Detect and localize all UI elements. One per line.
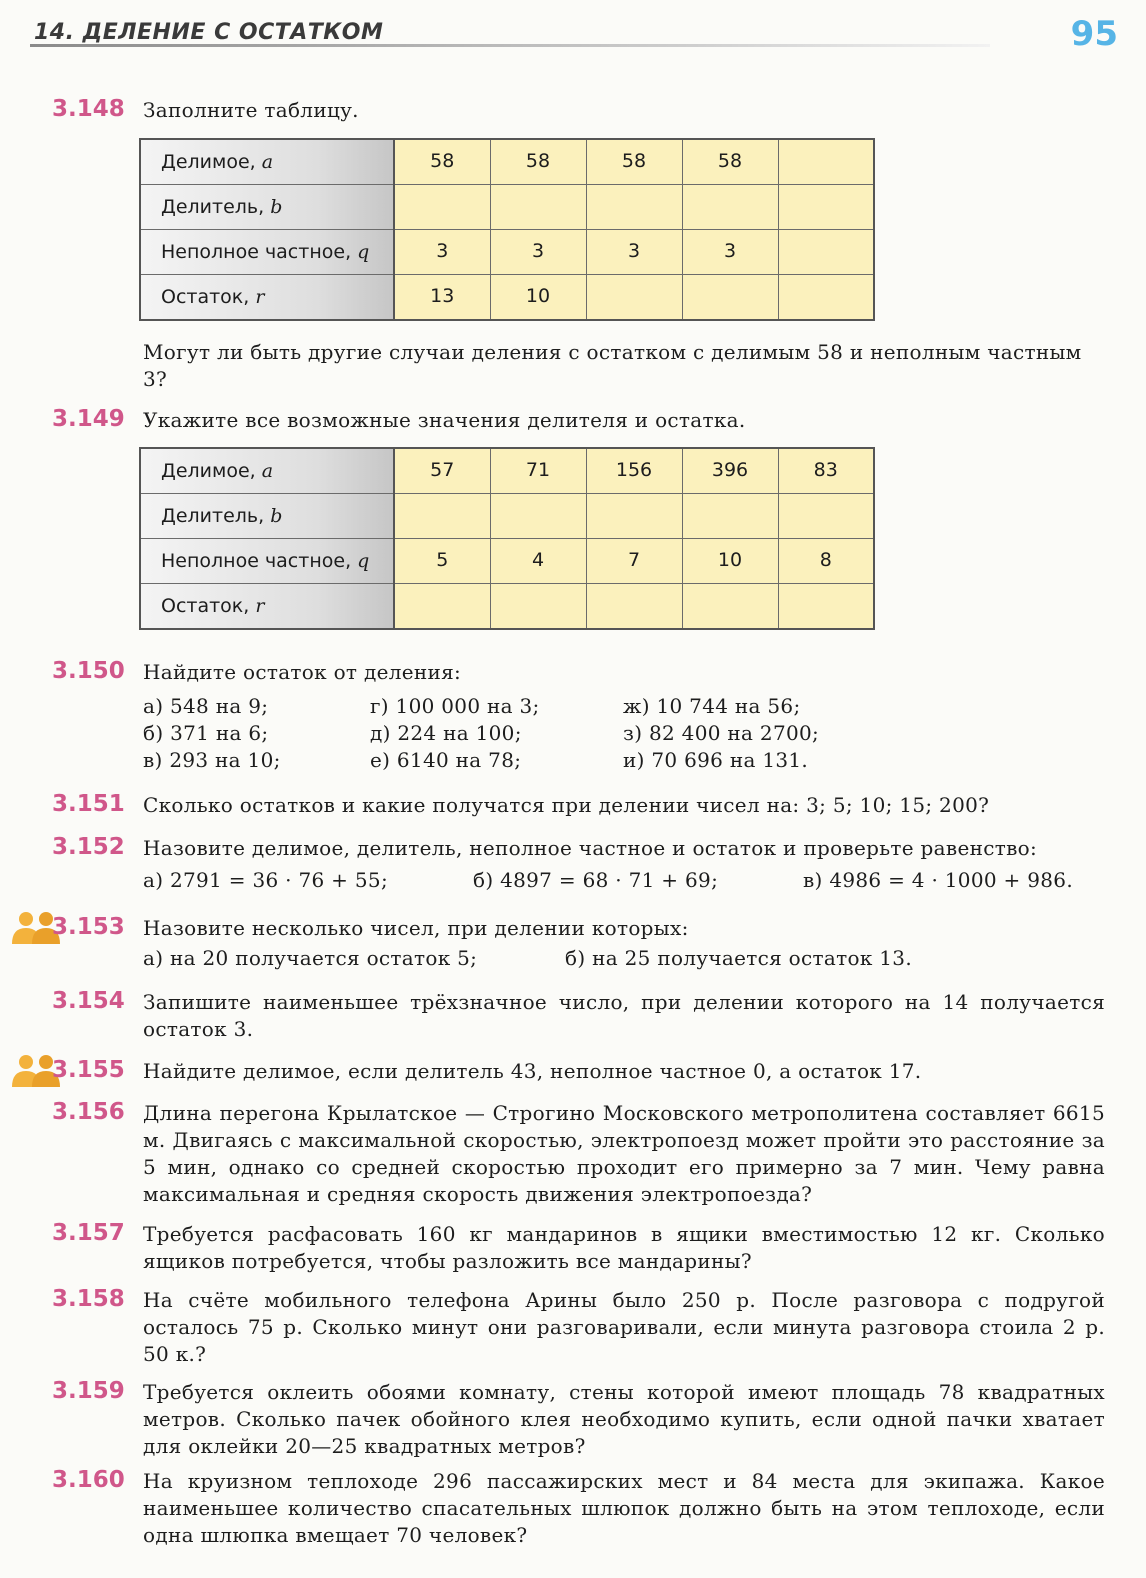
problem-text: Сколько остатков и какие получатся при делении чисел на: 3; 5; 10; 15; 200?: [143, 793, 990, 817]
table-row: [140, 230, 874, 275]
page-header: [30, 14, 1120, 58]
row-label: Неполное частное, q: [140, 230, 394, 275]
table-cell: 396: [682, 448, 778, 494]
list-item: е) 6140 на 78;: [370, 748, 522, 772]
problem-text: Заполните таблицу.: [143, 98, 359, 122]
list-item: ж) 10 744 на 56;: [623, 694, 801, 718]
row-label: Делимое, a: [140, 448, 394, 494]
table-row: [140, 584, 874, 630]
table-cell: [778, 584, 874, 630]
problem-text: Найдите остаток от деления:: [143, 660, 462, 684]
table-3-148: [139, 138, 875, 321]
row-label: Делитель, b: [140, 494, 394, 539]
problem-number: 3.154: [52, 988, 125, 1014]
problem-text: Укажите все возможные значения делителя и остатка.: [143, 408, 746, 432]
section-title: 14. ДЕЛЕНИЕ С ОСТАТКОМ: [34, 20, 384, 45]
table-row: [140, 139, 874, 185]
table-row: [140, 539, 874, 584]
problem-number: 3.152: [52, 834, 125, 860]
table-cell: 58: [682, 139, 778, 185]
table-cell: 71: [490, 448, 586, 494]
problem-text: Требуется расфасовать 160 кг мандаринов в ящики вместимостью 12 кг. Сколько ящиков потребуется, чтобы разложить все мандарины?: [143, 1222, 1105, 1273]
table-cell: [682, 185, 778, 230]
row-label: Делитель, b: [140, 185, 394, 230]
table-cell: [394, 584, 490, 630]
table-cell: [490, 584, 586, 630]
row-label: Делимое, a: [140, 139, 394, 185]
list-item: в) 4986 = 4 · 1000 + 986.: [803, 868, 1073, 892]
table-cell: [778, 139, 874, 185]
list-item: б) на 25 получается остаток 13.: [565, 946, 912, 970]
table-cell: 3: [490, 230, 586, 275]
table-cell: 10: [490, 275, 586, 321]
list-item: д) 224 на 100;: [370, 721, 522, 745]
problem-number: 3.149: [52, 406, 125, 432]
row-label: Неполное частное, q: [140, 539, 394, 584]
table-cell: [586, 494, 682, 539]
list-item: в) 293 на 10;: [143, 748, 281, 772]
table-row: [140, 494, 874, 539]
table-cell: [778, 185, 874, 230]
list-item: з) 82 400 на 2700;: [623, 721, 820, 745]
table-cell: 58: [586, 139, 682, 185]
table-cell: [394, 494, 490, 539]
table-cell: 3: [394, 230, 490, 275]
table-row: [140, 275, 874, 321]
table-cell: [586, 275, 682, 321]
problem-text: Требуется оклеить обоями комнату, стены которой имеют площадь 78 квадратных метров. Сколько пачек обойного клея необходимо купить, если одной пачки хватает для оклейки 20—25 квадратных метров?: [143, 1380, 1105, 1458]
problem-text: Назовите несколько чисел, при делении которых:: [143, 916, 689, 940]
table-cell: 8: [778, 539, 874, 584]
table-cell: [682, 275, 778, 321]
problem-text: Длина перегона Крылатское — Строгино Московского метрополитена составляет 6615 м. Двигаясь с максимальной скоростью, электропоезд может пройти это расстояние за 5 мин, однако со средней скоростью проходит его примерно за 7 мин. Чему равна максимальная и средняя скорость движения электропоезда?: [143, 1101, 1105, 1206]
list-item: б) 4897 = 68 · 71 + 69;: [473, 868, 719, 892]
table-cell: [490, 494, 586, 539]
problem-number: 3.150: [52, 658, 125, 684]
table-cell: 58: [394, 139, 490, 185]
table-cell: [778, 230, 874, 275]
problem-text: На круизном теплоходе 296 пассажирских мест и 84 места для экипажа. Какое наименьшее количество спасательных шлюпок должно быть на этом теплоходе, если одна шлюпка вмещает 70 человек?: [143, 1469, 1105, 1547]
items-column: [370, 693, 540, 774]
table-cell: [586, 185, 682, 230]
table-cell: 7: [586, 539, 682, 584]
table-cell: [682, 494, 778, 539]
table-cell: 3: [586, 230, 682, 275]
problem-number: 3.155: [52, 1057, 125, 1083]
table-row: [140, 185, 874, 230]
table-cell: 4: [490, 539, 586, 584]
items-column: [623, 693, 819, 774]
table-cell: [586, 584, 682, 630]
table-row: [140, 448, 874, 494]
problem-number: 3.157: [52, 1220, 125, 1246]
table-cell: 5: [394, 539, 490, 584]
table-cell: 13: [394, 275, 490, 321]
problem-number: 3.148: [52, 96, 125, 122]
problem-number: 3.153: [52, 914, 125, 940]
problem-number: 3.151: [52, 791, 125, 817]
problem-text: Найдите делимое, если делитель 43, неполное частное 0, а остаток 17.: [143, 1059, 922, 1083]
problem-number: 3.156: [52, 1099, 125, 1125]
items-column: [143, 693, 281, 774]
problem-number: 3.159: [52, 1378, 125, 1404]
row-label: Остаток, r: [140, 584, 394, 630]
table-cell: 156: [586, 448, 682, 494]
table-cell: [394, 185, 490, 230]
table-cell: [490, 185, 586, 230]
list-item: а) 548 на 9;: [143, 694, 269, 718]
problem-question: Могут ли быть другие случаи деления с остатком с делимым 58 и неполным частным 3?: [143, 340, 1082, 391]
problem-text: Назовите делимое, делитель, неполное частное и остаток и проверьте равенство:: [143, 836, 1038, 860]
table-cell: 10: [682, 539, 778, 584]
problem-text: На счёте мобильного телефона Арины было 250 р. После разговора с подругой осталось 75 р. Сколько минут они разговаривали, если минута разговора стоила 2 р. 50 к.?: [143, 1288, 1105, 1366]
problem-text: Запишите наименьшее трёхзначное число, при делении которого на 14 получается остаток 3.: [143, 990, 1105, 1041]
table-cell: 58: [490, 139, 586, 185]
table-cell: 57: [394, 448, 490, 494]
table-cell: 3: [682, 230, 778, 275]
page-number: 95: [1070, 14, 1118, 54]
list-item: а) на 20 получается остаток 5;: [143, 946, 478, 970]
table-cell: [778, 494, 874, 539]
list-item: а) 2791 = 36 · 76 + 55;: [143, 868, 388, 892]
list-item: г) 100 000 на 3;: [370, 694, 540, 718]
row-label: Остаток, r: [140, 275, 394, 321]
table-cell: [778, 275, 874, 321]
problem-number: 3.158: [52, 1286, 125, 1312]
problem-number: 3.160: [52, 1467, 125, 1493]
table-3-149: [139, 447, 875, 630]
list-item: б) 371 на 6;: [143, 721, 269, 745]
table-cell: 83: [778, 448, 874, 494]
table-cell: [682, 584, 778, 630]
list-item: и) 70 696 на 131.: [623, 748, 809, 772]
